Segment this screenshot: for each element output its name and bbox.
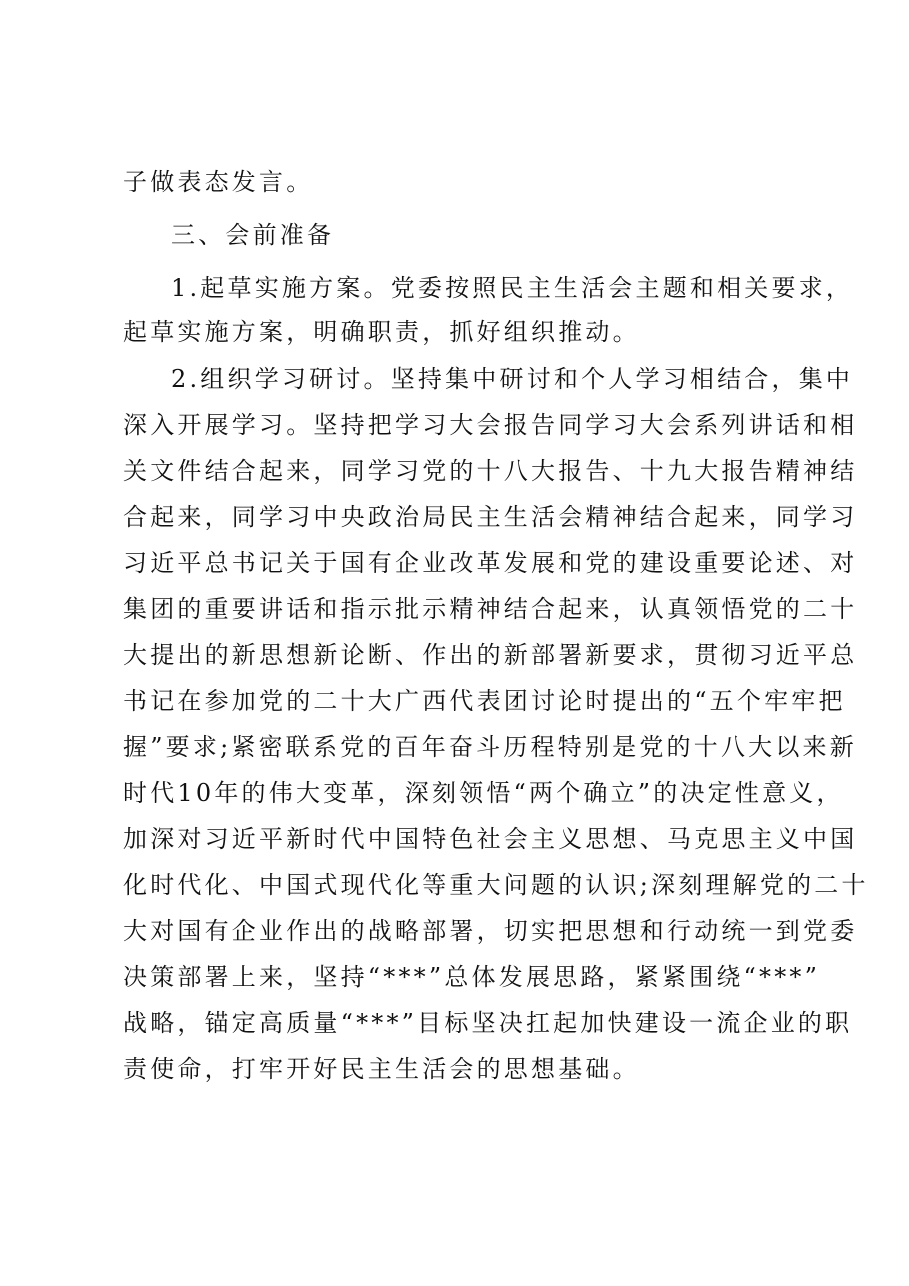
text-line: 集团的重要讲话和指示批示精神结合起来，认真领悟党的二十 [123, 595, 858, 623]
text-line: 战略，锚定高质量“***”目标坚决扛起加快建设一流企业的职 [123, 1009, 853, 1037]
section-heading: 三、会前准备 [171, 221, 335, 249]
text-line: 责使命，打牢开好民主生活会的思想基础。 [123, 1055, 640, 1083]
text-line: 加深对习近平新时代中国特色社会主义思想、马克思主义中国 [123, 825, 858, 853]
text-line: 决策部署上来，坚持“***”总体发展思路，紧紧围绕“***” [123, 963, 821, 991]
text-line: 化时代化、中国式现代化等重大问题的认识;深刻理解党的二十 [123, 871, 869, 899]
text-line: 起草实施方案，明确职责，抓好组织推动。 [123, 318, 640, 346]
text-line: 1.起草实施方案。党委按照民主生活会主题和相关要求， [171, 274, 854, 302]
text-line: 大提出的新思想新论断、作出的新部署新要求，贯彻习近平总 [123, 641, 858, 669]
text-line: 握”要求;紧密联系党的百年奋斗历程特别是党的十八大以来新 [123, 733, 857, 761]
text-line: 大对国有企业作出的战略部署，切实把思想和行动统一到党委 [123, 917, 858, 945]
text-line: 关文件结合起来，同学习党的十八大报告、十九大报告精神结 [123, 457, 858, 485]
text-line: 深入开展学习。坚持把学习大会报告同学习大会系列讲话和相 [123, 411, 858, 439]
text-line: 时代10年的伟大变革，深刻领悟“两个确立”的决定性意义， [123, 779, 844, 807]
text-line: 2.组织学习研讨。坚持集中研讨和个人学习相结合，集中 [171, 365, 854, 393]
text-line: 习近平总书记关于国有企业改革发展和党的建设重要论述、对 [123, 549, 858, 577]
text-line: 子做表态发言。 [123, 168, 314, 196]
text-line: 合起来，同学习中央政治局民主生活会精神结合起来，同学习 [123, 503, 858, 531]
text-line: 书记在参加党的二十大广西代表团讨论时提出的“五个牢牢把 [123, 687, 846, 715]
